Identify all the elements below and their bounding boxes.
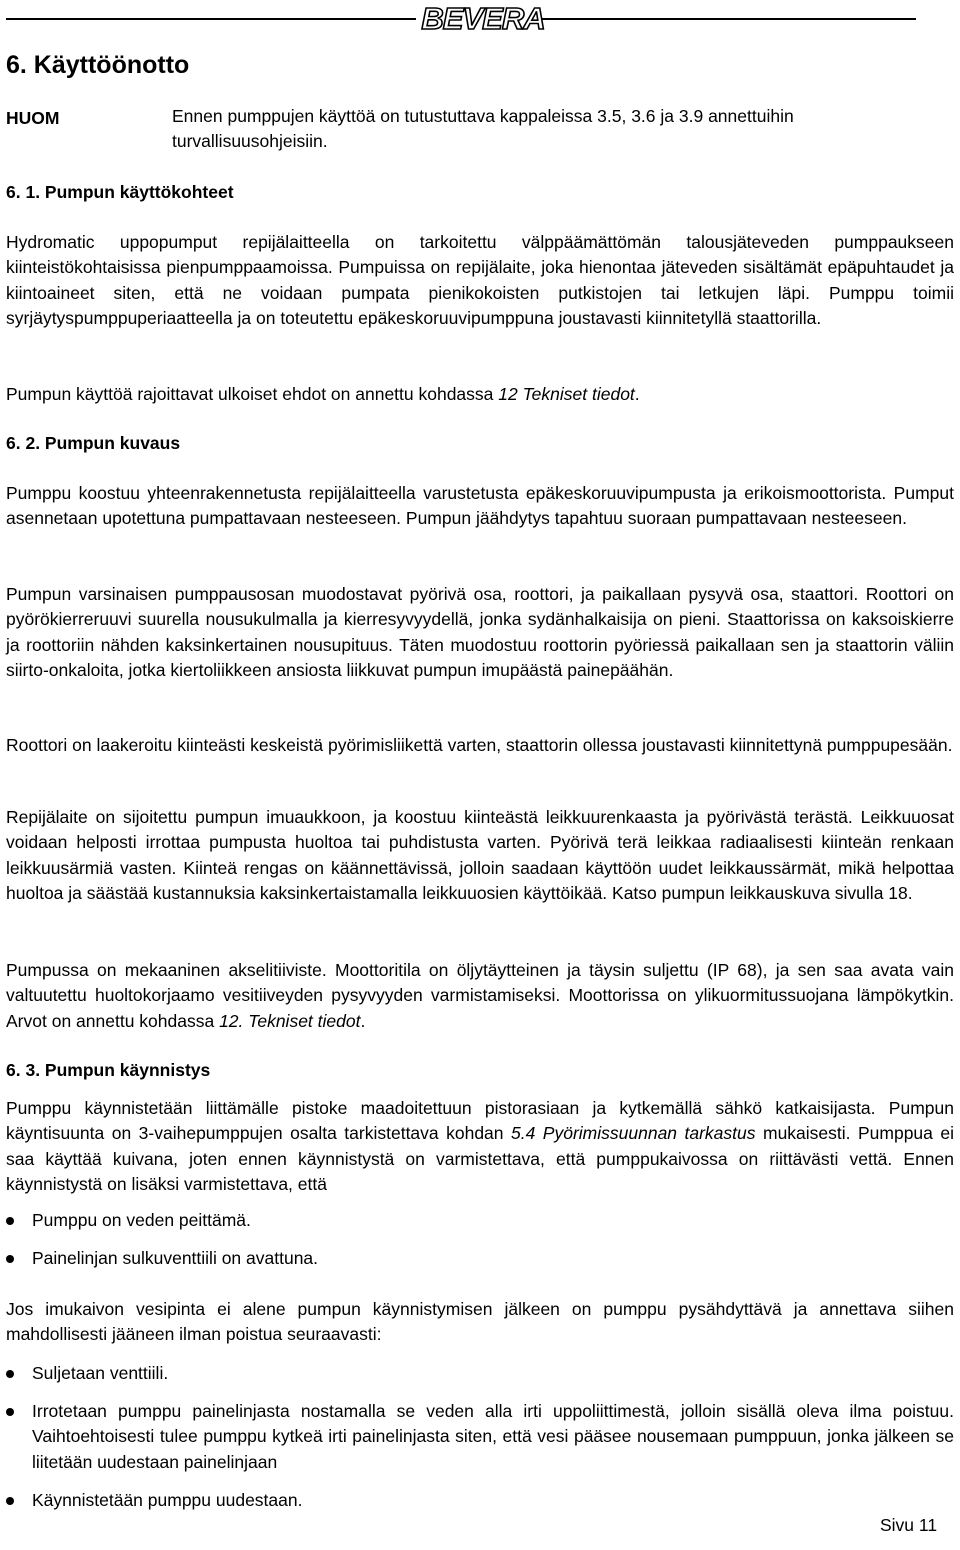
section-title-6-2: 6. 2. Pumpun kuvaus (6, 433, 181, 453)
header-rule-left (6, 18, 416, 20)
section-6-1-paragraph-1: Hydromatic uppopumput repijälaitteella on tarkoitettu välppäämättömän talousjäteveden pumppaukseen kiinteistökohtaisissa pienpumppaamoissa. Pumpuissa on repijälaite, joka hienontaa jäteveden sisältämät epäpuhtaudet ja kiintoaineet siten, että ne voidaan pumpata pienikokoisten putkistojen tai letkujen läpi. Pumppu toimii syrjäytyspumppuperiaatteella ja on toteutettu epäkeskoruuvipumppuna joustavasti kiinnitetyllä staattorilla. (6, 232, 954, 328)
chapter-title: 6. Käyttöönotto (6, 51, 190, 79)
bevera-logo (421, 0, 545, 36)
list-item: Käynnistetään pumppu uudestaan. (32, 1490, 303, 1510)
list-item: Irrotetaan pumppu painelinjasta nostamalla se veden alla irti uppoliittimestä, jolloin sisällä oleva ilma poistuu. Vaihtoehtoisesti tulee pumppu kytkeä irti painelinjasta siten, että vesi pääsee nousemaan pumppuun, jonka jälkeen se liitetään uudestaan painelinjaan (32, 1401, 954, 1472)
section-6-2-paragraph-4: Repijälaite on sijoitettu pumpun imuaukkoon, ja koostuu kiinteästä leikkuurenkaasta ja pyörivästä terästä. Leikkuuosat voidaan helposti irrottaa pumpusta huoltoa tai puhdistusta varten. Pyörivä terä leikkaa radiaalisesti kiinteän renkaan leikkuusärmiä vasten. Kiinteä rengas on käännettävissä, jolloin saadaan käyttöön uudet leikkaussärmät, mikä helpottaa huoltoa ja säästää kustannuksia kaksinkertaistamalla leikkuuosien käyttöikää. Katso pumpun leikkauskuva sivulla 18. (6, 807, 954, 903)
reference-rotation-check: 5.4 Pyörimissuunnan tarkastus (511, 1123, 756, 1144)
reference-technical-data-2: 12. Tekniset tiedot (219, 1010, 361, 1031)
logo-text: BEVERA (421, 1, 545, 36)
bullet-dot (6, 1370, 14, 1378)
section-6-2-paragraph-3: Roottori on laakeroitu kiinteästi keskeistä pyörimisliikettä varten, staattorin ollessa joustavasti kiinnitettynä pumppupesään. (6, 735, 953, 755)
note-text: Ennen pumppujen käyttöä on tutustuttava kappaleissa 3.5, 3.6 ja 3.9 annettuihin turvallisuusohjeisiin. (172, 106, 794, 151)
bullet-dot (6, 1255, 14, 1263)
header-rule-right (542, 18, 916, 20)
section-title-6-1: 6. 1. Pumpun käyttökohteet (6, 182, 234, 202)
section-title-6-3: 6. 3. Pumpun käynnistys (6, 1060, 211, 1080)
section-6-1-paragraph-2: Pumpun käyttöä rajoittavat ulkoiset ehdot on annettu kohdassa 12 Tekniset tiedot. (6, 384, 640, 404)
list-item: Painelinjan sulkuventtiili on avattuna. (32, 1248, 319, 1268)
section-6-2-paragraph-1: Pumppu koostuu yhteenrakennetusta repijälaitteella varustetusta epäkeskoruuvipumpusta ja erikoismoottorista. Pumput asennetaan upotettuna pumpattavaan nesteeseen. Pumpun jäähdytys tapahtuu suoraan pumpattavaan nesteeseen. (6, 483, 954, 529)
note-label: HUOM (6, 108, 60, 128)
page-number: Sivu 11 (880, 1515, 938, 1535)
reference-technical-data: 12 Tekniset tiedot (498, 384, 635, 404)
bullet-dot (6, 1497, 14, 1505)
section-6-2-paragraph-5: Pumpussa on mekaaninen akselitiiviste. Moottoritila on öljytäytteinen ja täysin suljettu (IP 68), ja sen saa avata vain valtuutettu huoltokorjaamo vesitiiveyden pysyvyyden varmistamiseksi. Moottorissa on ylikuormitussuojana lämpökytkin. Arvot on annettu kohdassa 12. Tekniset tiedot. (6, 960, 954, 1031)
list-item: Suljetaan venttiili. (32, 1363, 169, 1383)
section-6-3-paragraph-2: Jos imukaivon vesipinta ei alene pumpun käynnistymisen jälkeen on pumppu pysähdyttävä ja annettava siihen mahdollisesti jääneen ilman poistua seuraavasti: (6, 1299, 954, 1345)
section-6-2-paragraph-2: Pumpun varsinaisen pumppausosan muodostavat pyörivä osa, roottori, ja paikallaan pysyvä osa, staattori. Roottori on pyörökierreruuvi suurella nousukulmalla ja kierresyvyydellä, jonka sydänhalkaisija on pieni. Staattorissa on kaksoiskierre ja roottoriin nähden kaksinkertainen nousupituus. Täten muodostuu roottorin pyöriessä paikallaan sen ja staattorin väliin siirto-onkaloita, jotka kiertoliikkeen ansiosta liikkuvat pumpun imupäästä painepäähän. (6, 584, 954, 680)
section-6-3-paragraph-1: Pumppu käynnistetään liittämälle pistoke maadoitettuun pistorasiaan ja kytkemällä sähkö katkaisijasta. Pumpun käyntisuunta on 3-vaihepumppujen osalta tarkistettava kohdan 5.4 Pyörimissuunnan tarkastus mukaisesti. Pumppua ei saa käyttää kuivana, joten ennen käynnistystä on varmistettava, että pumppukaivossa on riittävästi vettä. Ennen käynnistystä on lisäksi varmistettava, että (6, 1098, 954, 1194)
bullet-dot (6, 1217, 14, 1225)
list-item: Pumppu on veden peittämä. (32, 1210, 251, 1230)
bullet-dot (6, 1408, 14, 1416)
